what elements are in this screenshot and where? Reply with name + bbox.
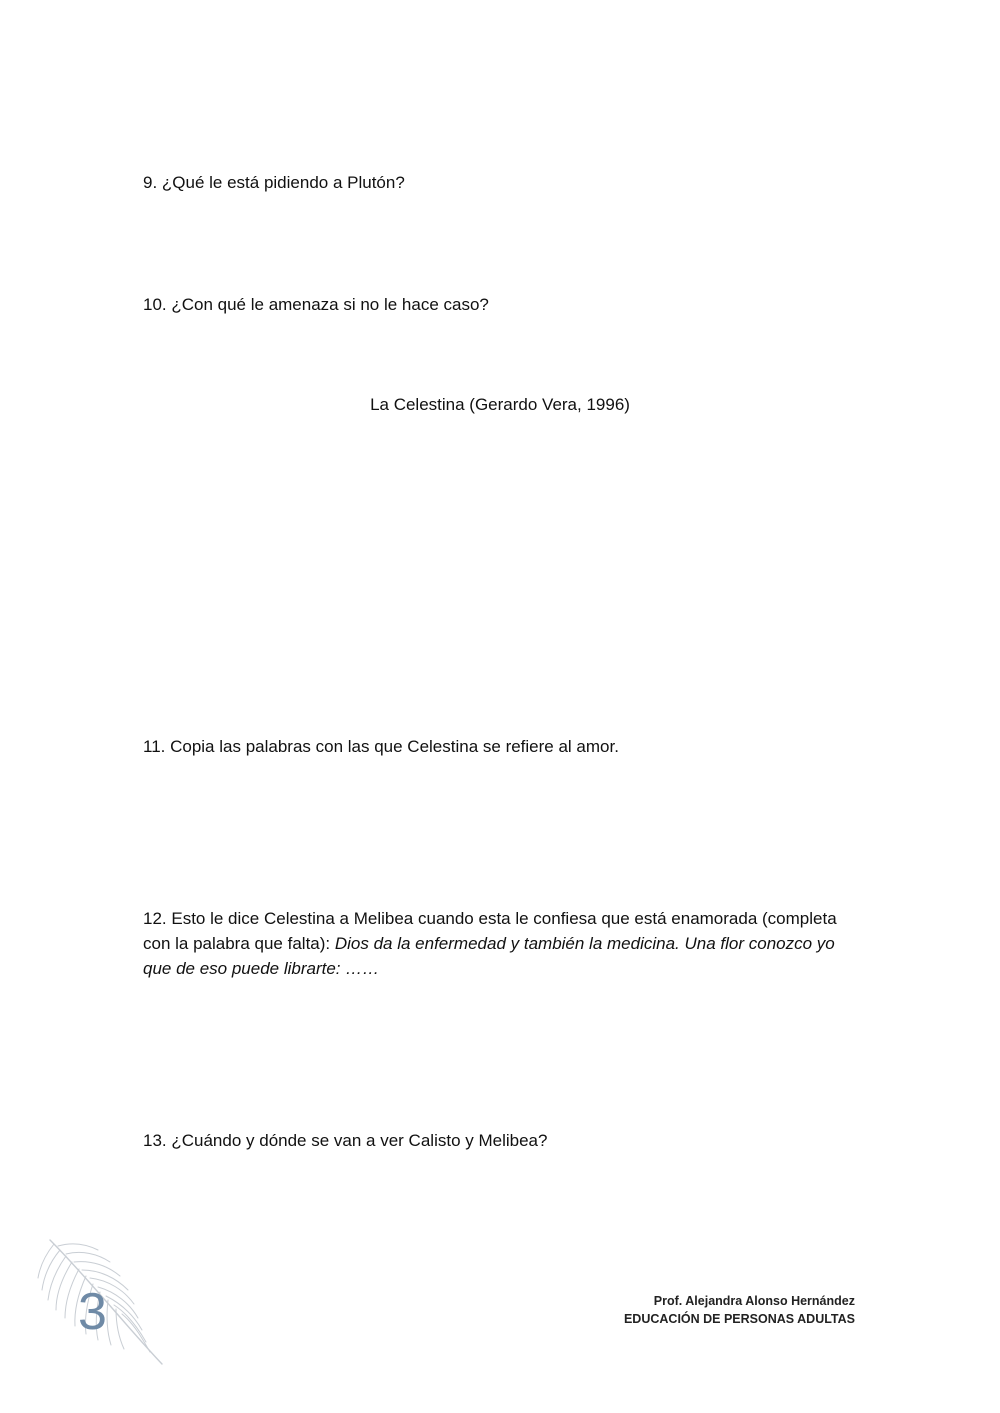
page-number: 3	[78, 1283, 107, 1341]
question-10: 10. ¿Con qué le amenaza si no le hace caso?	[143, 295, 489, 314]
question-9: 9. ¿Qué le está pidiendo a Plutón?	[143, 173, 405, 192]
video-caption: La Celestina (Gerardo Vera, 1996)	[370, 395, 630, 414]
question-13: 13. ¿Cuándo y dónde se van a ver Calisto y Melibea?	[143, 1131, 548, 1150]
footer-credits	[624, 1292, 855, 1328]
author-name: Prof. Alejandra Alonso Hernández	[653, 1294, 855, 1308]
question-12-quote: Dios da la enfermedad y también la medicina. Una flor conozco yo que de eso puede librarte: ……	[143, 934, 835, 978]
question-11: 11. Copia las palabras con las que Celestina se refiere al amor.	[143, 737, 619, 756]
department-name: EDUCACIÓN DE PERSONAS ADULTAS	[623, 1312, 855, 1326]
question-12-prompt: 12. Esto le dice Celestina a Melibea cuando esta le confiesa que está enamorada (completa con la palabra que falta):	[143, 909, 837, 953]
question-12	[143, 906, 863, 981]
